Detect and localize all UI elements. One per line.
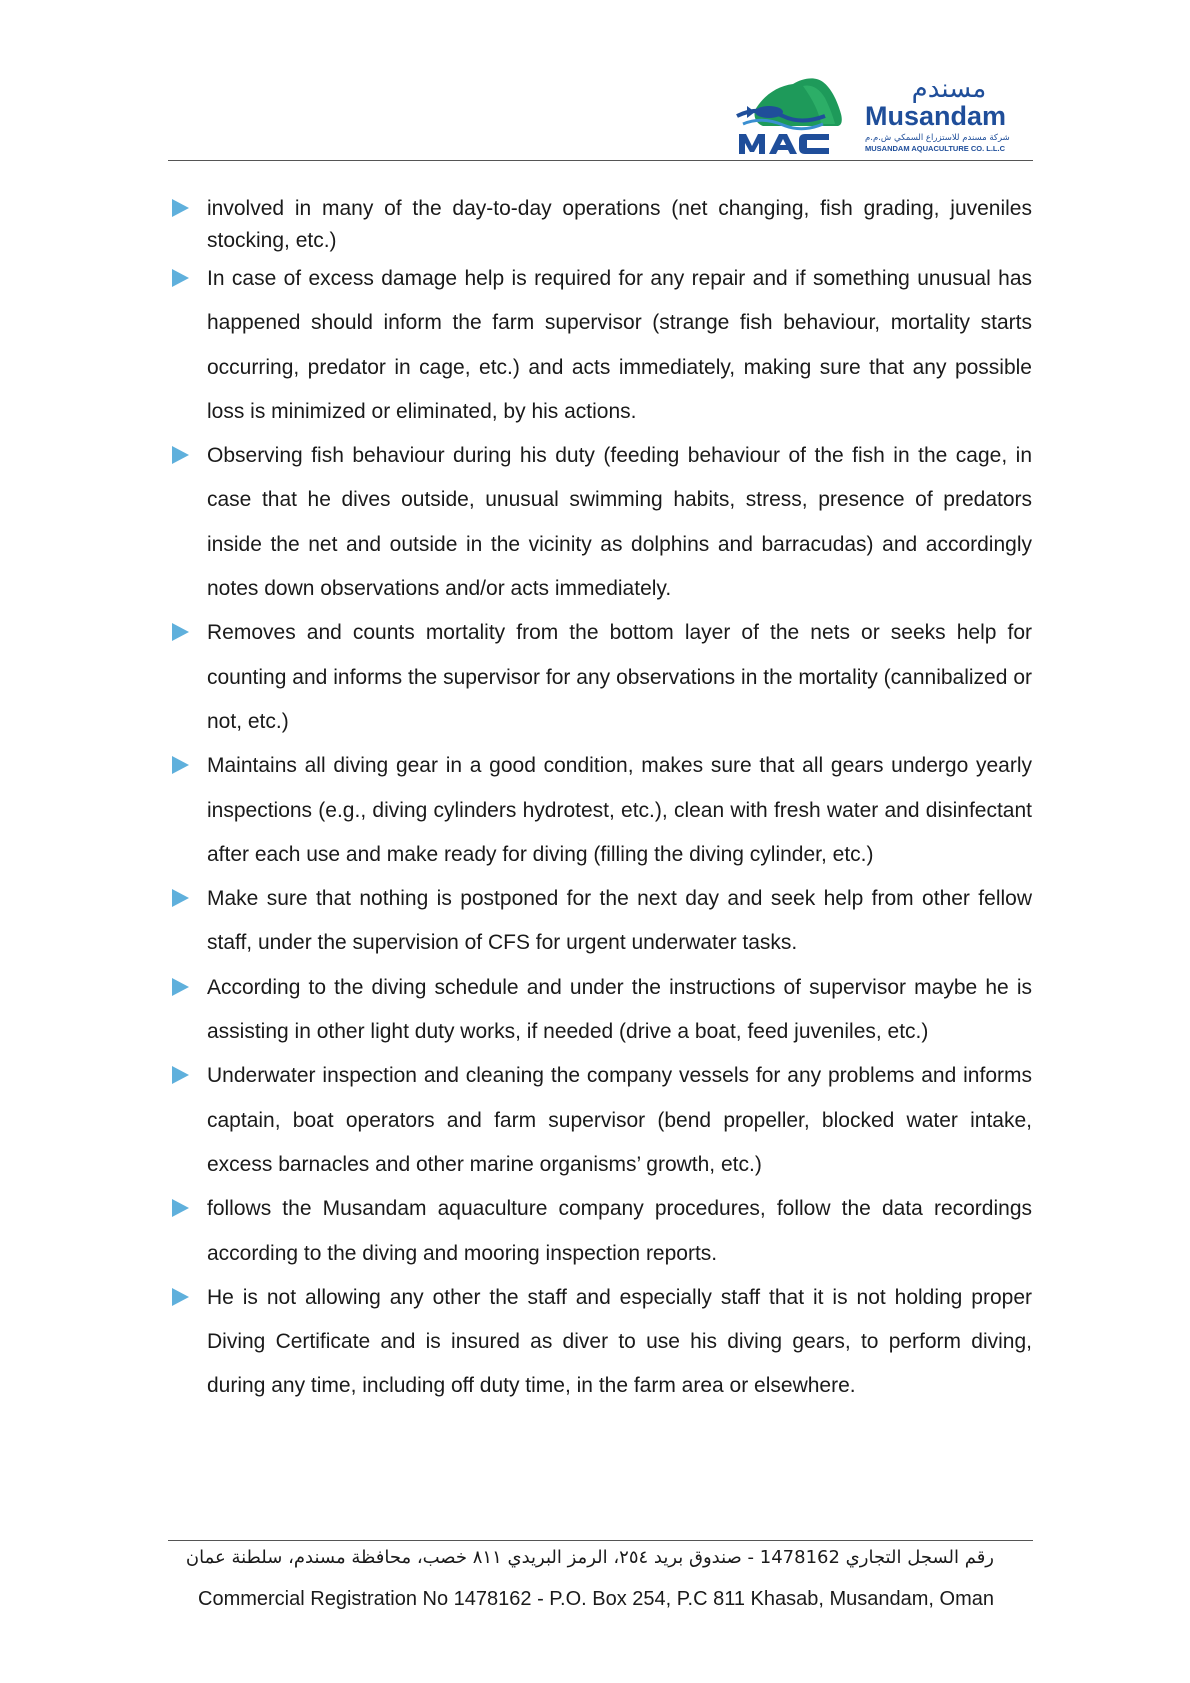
list-item bbox=[172, 1276, 1032, 1409]
footer-address-arabic: رقم السجل التجاري 1478162 - صندوق بريد ٢٥٤، الرمز البريدي ٨١١ خصب، محافظة مسندم، سلطنة عمان bbox=[185, 1547, 994, 1568]
brand-subtitle-arabic: شركة مسندم للاستزراع السمكي ش.م.م bbox=[865, 133, 1010, 143]
list-item-text: He is not allowing any other the staff and especially staff that it is not holding proper Diving Certificate and is insured as diver to use his diving gears, to perform diving, during any time, including off duty time, in the farm area or elsewhere. bbox=[207, 1285, 1032, 1398]
list-item-text: Observing fish behaviour during his duty (feeding behaviour of the fish in the cage, in case that he dives outside, unusual swimming habits, stress, presence of predators inside the net and outside in the vicinity as dolphins and barracudas) and accordingly notes down observations and/or acts immediately. bbox=[207, 444, 1032, 601]
brand-text bbox=[865, 74, 1033, 154]
list-item bbox=[172, 193, 1032, 257]
triangle-bullet-icon bbox=[172, 756, 189, 774]
triangle-bullet-icon bbox=[172, 199, 189, 217]
footer-address-english: Commercial Registration No 1478162 - P.O. Box 254, P.C 811 Khasab, Musandam, Oman bbox=[198, 1588, 994, 1610]
triangle-bullet-icon bbox=[172, 269, 189, 287]
list-item bbox=[172, 1187, 1032, 1276]
brand-name: Musandam bbox=[865, 101, 1007, 131]
list-item bbox=[172, 611, 1032, 744]
triangle-bullet-icon bbox=[172, 623, 189, 641]
list-item bbox=[172, 434, 1032, 611]
list-item-text: In case of excess damage help is required for any repair and if something unusual has happened should inform the farm supervisor (strange fish behaviour, mortality starts occurring, predator in cage, etc.) and acts immediately, making sure that any possible loss is minimized or eliminated, by his actions. bbox=[207, 267, 1032, 423]
triangle-bullet-icon bbox=[172, 978, 189, 996]
triangle-bullet-icon bbox=[172, 446, 189, 464]
list-item-text: Maintains all diving gear in a good condition, makes sure that all gears undergo yearly inspections (e.g., diving cylinders hydrotest, etc.), clean with fresh water and disinfectant after each use and make ready for diving (filling the diving cylinder, etc.) bbox=[207, 754, 1032, 866]
triangle-bullet-icon bbox=[172, 1288, 189, 1306]
list-item bbox=[172, 966, 1032, 1055]
document-body bbox=[172, 193, 1032, 1409]
page-header bbox=[168, 62, 1033, 160]
mac-logo-mark bbox=[733, 72, 849, 158]
brand-arabic-name: مسندم bbox=[911, 74, 987, 104]
list-item bbox=[172, 257, 1032, 434]
list-item-text: Removes and counts mortality from the bottom layer of the nets or seeks help for counting and informs the supervisor for any observations in the mortality (cannibalized or not, etc.) bbox=[207, 621, 1032, 733]
company-logo bbox=[733, 72, 1033, 158]
list-item-text: Underwater inspection and cleaning the company vessels for any problems and informs captain, boat operators and farm supervisor (bend propeller, blocked water intake, excess barnacles and other marine organisms’ growth, etc.) bbox=[207, 1064, 1032, 1176]
triangle-bullet-icon bbox=[172, 889, 189, 907]
list-item-text: According to the diving schedule and under the instructions of supervisor maybe he is assisting in other light duty works, if needed (drive a boat, feed juveniles, etc.) bbox=[207, 975, 1032, 1044]
triangle-bullet-icon bbox=[172, 1066, 189, 1084]
triangle-bullet-icon bbox=[172, 1199, 189, 1217]
list-item-text: follows the Musandam aquaculture company procedures, follow the data recordings according to the diving and mooring inspection reports. bbox=[207, 1197, 1032, 1265]
footer-divider bbox=[168, 1540, 1033, 1541]
list-item bbox=[172, 744, 1032, 877]
duties-list bbox=[172, 193, 1032, 1409]
list-item-text: involved in many of the day-to-day operations (net changing, fish grading, juveniles stocking, etc.) bbox=[207, 197, 1032, 252]
list-item bbox=[172, 877, 1032, 966]
list-item bbox=[172, 1054, 1032, 1187]
list-item-text: Make sure that nothing is postponed for the next day and seek help from other fellow staff, under the supervision of CFS for urgent underwater tasks. bbox=[207, 887, 1032, 955]
header-divider bbox=[168, 160, 1033, 161]
brand-subtitle-english: MUSANDAM AQUACULTURE CO. L.L.C bbox=[865, 144, 1005, 153]
